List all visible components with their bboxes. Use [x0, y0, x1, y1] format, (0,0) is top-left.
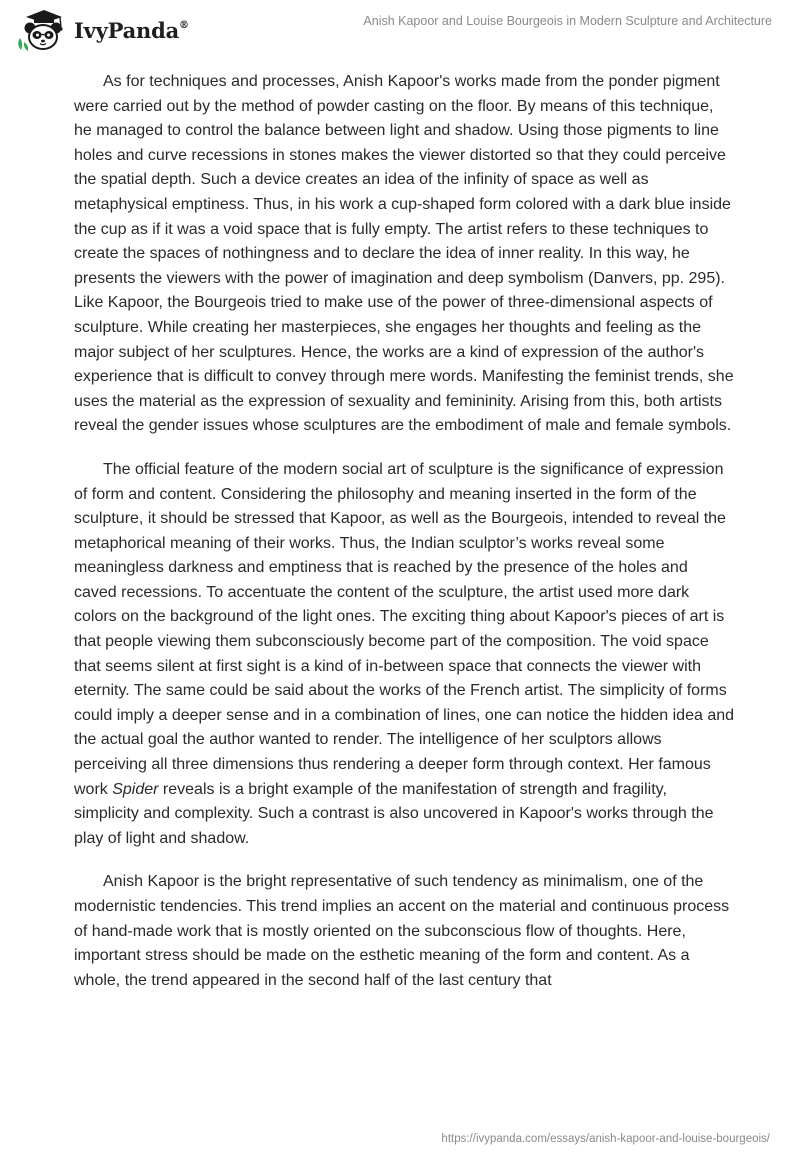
- paragraph-text: The official feature of the modern social art of sculpture is the significance of expression of form and content. Considering the philosophy and meaning inserted in the form of the sculpture, it should be stressed that Kapoor, as well as the Bourgeois, intended to reveal the metaphorical meaning of their works. Thus, the Indian sculptor’s works reveal some meaningless darkness and emptiness that is reached by the presence of the holes and caved recessions. To accentuate the content of the sculpture, the artist used more dark colors on the background of the light ones. The exciting thing about Kapoor's pieces of art is that people viewing them subconsciously become part of the composition. The void space that seems silent at first sight is a kind of in-between space that connects the viewer with eternity. The same could be said about the works of the French artist. The simplicity of forms could imply a deeper sense and in a combination of lines, one can notice the hidden idea and the actual goal the author wanted to render. The intelligence of her sculptors allows perceiving all three dimensions thus rendering a deeper form through context. Her famous work: [74, 460, 735, 798]
- source-url-link[interactable]: https://ivypanda.com/essays/anish-kapoor-and-louise-bourgeois/: [441, 1133, 770, 1145]
- ivypanda-logo[interactable]: [14, 8, 189, 52]
- paragraph-form-content: [74, 458, 734, 852]
- page-header: [0, 0, 800, 60]
- essay-body: [74, 70, 734, 1012]
- artwork-title: Spider: [112, 780, 159, 798]
- paragraph-minimalism: Anish Kapoor is the bright representative of such tendency as minimalism, one of the modernistic tendencies. This trend implies an accent on the material and continuous process of hand-made work that is mostly oriented on the subconscious flow of thoughts. Here, important stress should be made on the esthetic meaning of the form and content. As a whole, the trend appeared in the second half of the last century that: [74, 873, 730, 989]
- brand-name: IvyPanda®: [74, 17, 189, 43]
- panda-graduate-icon: [14, 8, 72, 52]
- paragraph-techniques: As for techniques and processes, Anish Kapoor's works made from the ponder pigment were carried out by the method of powder casting on the floor. By means of this technique, he managed to control the balance between light and shadow. Using those pigments to line holes and curve recessions in stones makes the viewer distorted so that they could perceive the spatial depth. Such a device creates an idea of the infinity of space as well as metaphysical emptiness. Thus, in his work a cup-shaped form colored with a dark blue inside the cup as if it was a void space that is fully empty. The artist refers to these techniques to create the spaces of nothingness and to declare the idea of inner reality. In this way, he presents the viewers with the power of imagination and deep symbolism (Danvers, pp. 295). Like Kapoor, the Bourgeois tried to make use of the power of three-dimensional aspects of sculpture. While creating her masterpieces, she engages her thoughts and feeling as the major subject of her sculptures. Hence, the works are a kind of expression of the author's experience that is difficult to convey through mere words. Manifesting the feminist trends, she uses the material as the expression of sexuality and femininity. Arising from this, both artists reveal the gender issues whose sculptures are the embodiment of male and female symbols.: [74, 73, 734, 435]
- registered-mark: ®: [179, 19, 189, 31]
- paragraph-text: reveals is a bright example of the manifestation of strength and fragility, simplicity and complexity. Such a contrast is also uncovered in Kapoor's works through the play of light and shadow.: [74, 780, 714, 847]
- document-title: Anish Kapoor and Louise Bourgeois in Modern Sculpture and Architecture: [363, 14, 772, 28]
